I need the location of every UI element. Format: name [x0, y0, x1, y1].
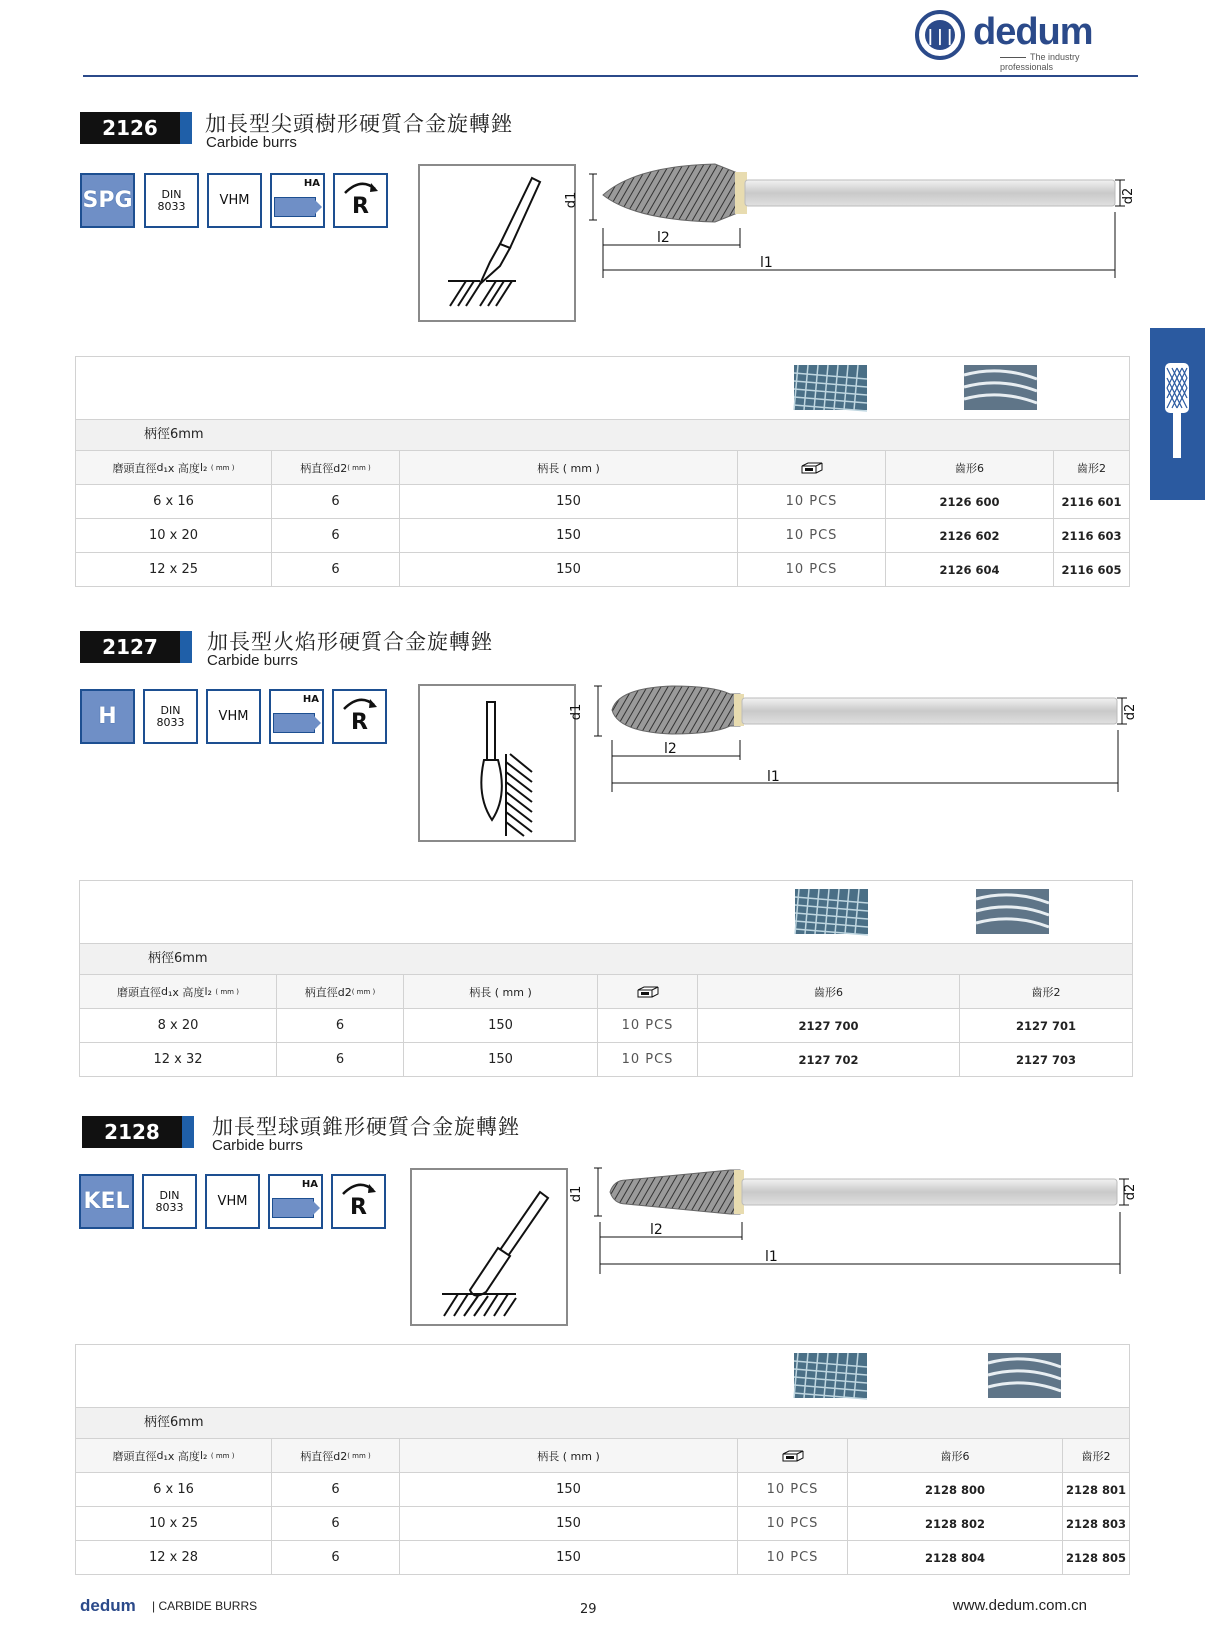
- ha-shank-badge: HA: [269, 689, 324, 744]
- application-illustration: [410, 1168, 568, 1326]
- ha-shank-badge: HA: [270, 173, 325, 228]
- dim-d1-label: d1: [564, 191, 579, 209]
- table-header-row: [76, 451, 1129, 485]
- brand-name: dedum: [973, 11, 1093, 53]
- rotation-badge: R: [333, 173, 388, 228]
- header-tooth6: 齒形6: [848, 1439, 1063, 1472]
- table-header-row: [76, 1439, 1129, 1473]
- table-row: 10 x 20 6 150 10 PCS 2126 602 2116 603: [76, 519, 1129, 553]
- header-shank-dia: 柄直徑d2 ( mm ): [272, 451, 400, 484]
- table-row: 12 x 25 6 150 10 PCS 2126 604 2116 605: [76, 553, 1129, 586]
- tooth2-swatch-icon: [964, 365, 1037, 410]
- header-tooth6: 齒形6: [698, 975, 960, 1008]
- table-row: 6 x 16 6 150 10 PCS 2128 800 2128 801: [76, 1473, 1129, 1507]
- dedum-logo-icon: |||: [915, 10, 965, 60]
- product-table: [75, 1344, 1130, 1575]
- tool-application-icon: [420, 166, 574, 320]
- dim-l1-label: l1: [765, 1249, 778, 1265]
- table-row: 8 x 20 6 150 10 PCS 2127 700 2127 701: [80, 1009, 1132, 1043]
- dim-d1-label: d1: [569, 703, 584, 721]
- vhm-badge: VHM: [205, 1174, 260, 1229]
- dim-l2-label: l2: [650, 1222, 663, 1238]
- tool-application-icon: [412, 1170, 566, 1324]
- table-row: 12 x 28 6 150 10 PCS 2128 804 2128 805: [76, 1541, 1129, 1574]
- header-tooth2: 齒形2: [1081, 1449, 1111, 1463]
- type-badge: KEL: [79, 1174, 134, 1229]
- section-subtitle: Carbide burrs: [207, 652, 298, 669]
- type-badge: H: [80, 689, 135, 744]
- header-shank-dia: 柄直徑d2 ( mm ): [272, 1439, 400, 1472]
- shank-size: 柄徑6mm: [80, 944, 1132, 975]
- dim-l1-label: l1: [760, 255, 773, 271]
- din-badge: DIN 8033: [142, 1174, 197, 1229]
- product-table: [79, 880, 1133, 1077]
- din-badge: DIN 8033: [143, 689, 198, 744]
- tooth6-swatch-icon: [794, 1353, 867, 1398]
- tool-application-icon: [420, 686, 574, 840]
- header-head-size: 磨頭直徑 d ₁x 高度 l₂ ( mm ): [76, 451, 272, 484]
- rotation-badge: R: [332, 689, 387, 744]
- header-tooth2: 齒形2: [1031, 985, 1061, 999]
- brand-logo: [915, 10, 1125, 72]
- rotation-badge: R: [331, 1174, 386, 1229]
- section-subtitle: Carbide burrs: [206, 134, 297, 151]
- dim-d2-label: d2: [1123, 1183, 1138, 1201]
- table-row: 12 x 32 6 150 10 PCS 2127 702 2127 703: [80, 1043, 1132, 1076]
- table-row: 10 x 25 6 150 10 PCS 2128 802 2128 803: [76, 1507, 1129, 1541]
- vhm-badge: VHM: [206, 689, 261, 744]
- footer-brand: dedum: [80, 1596, 136, 1615]
- tooth2-swatch-icon: [988, 1353, 1061, 1398]
- footer-section-label: | CARBIDE BURRS: [152, 1599, 258, 1613]
- header-shank-length: 柄長 ( mm ): [400, 1439, 738, 1472]
- header-shank-dia: 柄直徑d2 ( mm ): [277, 975, 404, 1008]
- rotation-arrow-icon: [341, 179, 381, 195]
- package-icon: [781, 1448, 805, 1464]
- header-pack: [598, 975, 698, 1008]
- rotation-arrow-icon: [339, 1180, 379, 1196]
- section-subtitle: Carbide burrs: [212, 1137, 303, 1154]
- header-head-size: 磨頭直徑 d ₁x 高度 l₂ ( mm ): [76, 1439, 272, 1472]
- shank-size: 柄徑6mm: [76, 420, 1129, 451]
- dim-l1-label: l1: [767, 769, 780, 785]
- ha-shank-icon: [274, 197, 316, 217]
- burr-dimension-drawing: [569, 1164, 1138, 1284]
- burr-dimension-drawing: [564, 160, 1136, 280]
- burr-side-icon: [1162, 363, 1192, 463]
- vhm-badge: VHM: [207, 173, 262, 228]
- type-badge: SPG: [80, 173, 135, 228]
- product-table: [75, 356, 1130, 587]
- burr-dimension-drawing: [569, 680, 1138, 800]
- section-code: 2126: [80, 112, 180, 144]
- brand-tagline: The industry professionals: [1000, 52, 1125, 72]
- dim-l2-label: l2: [657, 230, 670, 246]
- package-icon: [636, 984, 660, 1000]
- ha-shank-icon: [272, 1198, 314, 1218]
- dim-d2-label: d2: [1123, 703, 1138, 721]
- header-head-size: 磨頭直徑 d ₁x 高度 l₂ ( mm ): [80, 975, 277, 1008]
- tooth6-swatch-icon: [794, 365, 867, 410]
- header-shank-length: 柄長 ( mm ): [400, 451, 738, 484]
- header-pack: [738, 1439, 848, 1472]
- application-illustration: [418, 164, 576, 322]
- section-title: 加長型火焰形硬質合金旋轉銼: [207, 630, 493, 654]
- section-title: 加長型球頭錐形硬質合金旋轉銼: [212, 1115, 520, 1139]
- application-illustration: [418, 684, 576, 842]
- tooth6-swatch-icon: [795, 889, 868, 934]
- header-shank-length: 柄長 ( mm ): [404, 975, 598, 1008]
- header-tooth6: 齒形6: [886, 451, 1054, 484]
- header-tooth2: 齒形2: [1077, 461, 1106, 475]
- dim-l2-label: l2: [664, 741, 677, 757]
- package-icon: [800, 460, 824, 476]
- table-row: 6 x 16 6 150 10 PCS 2126 600 2116 601: [76, 485, 1129, 519]
- ha-shank-icon: [273, 713, 315, 733]
- section-code: 2127: [80, 631, 180, 663]
- table-header-row: [80, 975, 1132, 1009]
- ha-shank-badge: HA: [268, 1174, 323, 1229]
- dim-d2-label: d2: [1121, 187, 1136, 205]
- header-pack: [738, 451, 886, 484]
- section-code: 2128: [82, 1116, 182, 1148]
- dim-d1-label: d1: [569, 1185, 584, 1203]
- din-badge: DIN 8033: [144, 173, 199, 228]
- tooth2-swatch-icon: [976, 889, 1049, 934]
- page-number: 29: [580, 1602, 597, 1617]
- side-tab: [1150, 328, 1205, 500]
- footer-url[interactable]: www.dedum.com.cn: [952, 1597, 1087, 1614]
- shank-size: 柄徑6mm: [76, 1408, 1129, 1439]
- section-title: 加長型尖頭樹形硬質合金旋轉銼: [205, 112, 513, 136]
- rotation-arrow-icon: [340, 695, 380, 711]
- header-rule: [83, 75, 1138, 77]
